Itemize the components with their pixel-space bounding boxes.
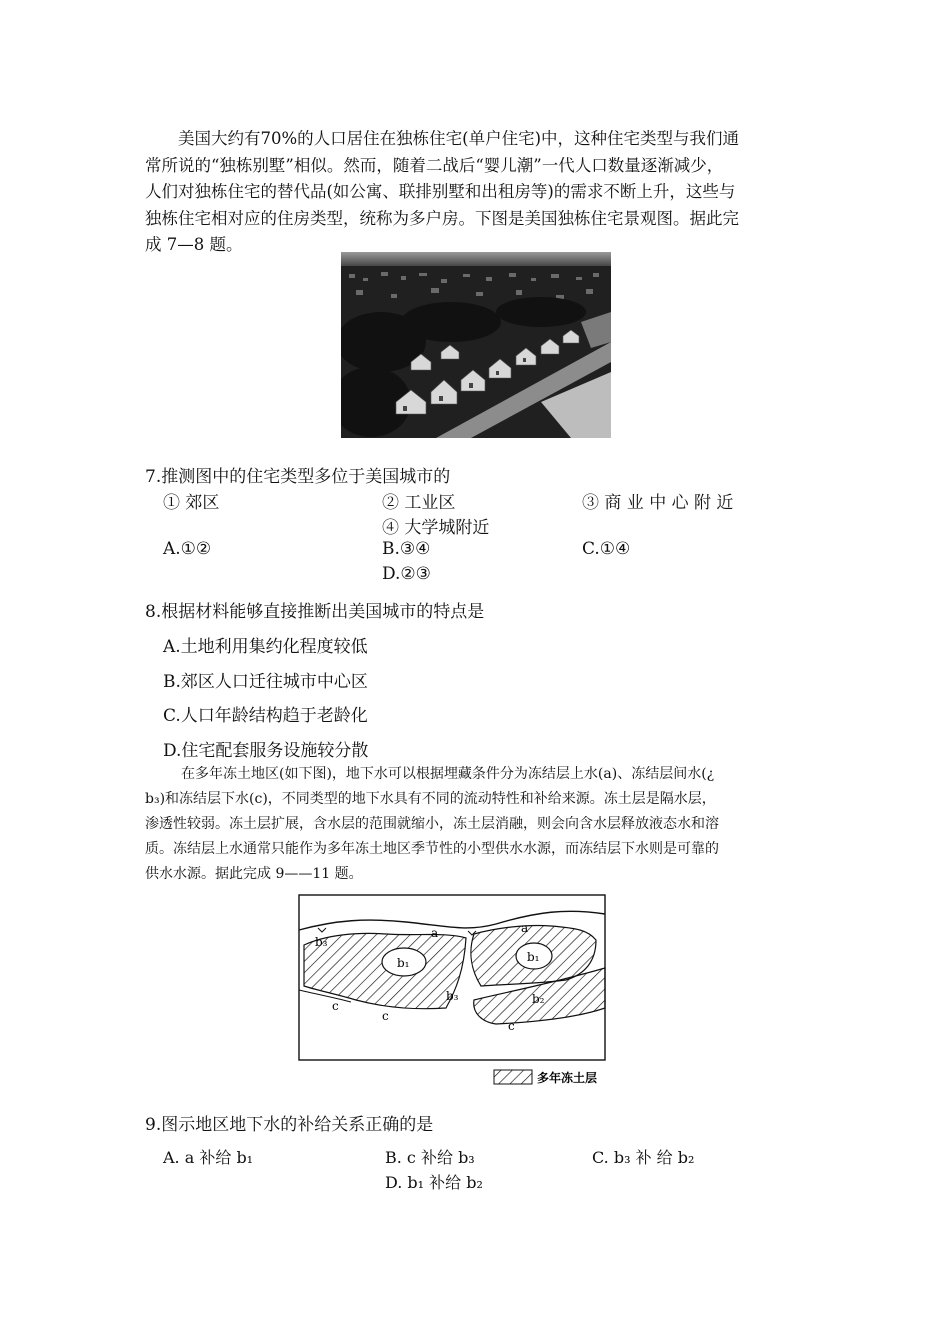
passage-line: b₃)和冻结层下水(c)，不同类型的地下水具有不同的流动特性和补给来源。冻土层是隔水层， — [145, 791, 716, 807]
passage-line: 供水水源。据此完成 9——11 题。 — [145, 866, 363, 882]
label-c-left: c — [332, 999, 339, 1013]
passage-line: 人们对独栋住宅的替代品(如公寓、联排别墅和出租房等)的需求不断上升，这些与 — [145, 182, 736, 201]
suburban-housing-photo — [341, 252, 611, 438]
label-b1-left: b₁ — [397, 956, 410, 970]
question-7-stem: 7.推测图中的住宅类型多位于美国城市的 — [145, 467, 451, 487]
passage-line: 质。冻结层上水通常只能作为多年冻土地区季节性的小型供水水源，而冻结层下水则是可靠的 — [145, 841, 719, 857]
q7-item-3: ③ 商 业 中 心 附 近 — [582, 493, 734, 513]
q7-item-1: ① 郊区 — [163, 493, 220, 513]
passage-line: 渗透性较弱。冻土层扩展，含水层的范围就缩小，冻土层消融，则会向含水层释放液态水和溶 — [145, 816, 719, 832]
q8-option-c[interactable]: C.人口年龄结构趋于老龄化 — [163, 706, 368, 726]
passage-7-8 — [145, 126, 815, 259]
label-c-right: c — [508, 1019, 515, 1033]
label-b1-right: b₁ — [527, 950, 540, 964]
q9-option-c[interactable]: C. b₃ 补 给 b₂ — [592, 1148, 695, 1167]
passage-line: 成 7—8 题。 — [145, 235, 243, 254]
passage-9-11 — [145, 762, 815, 887]
label-a-left: a — [431, 926, 439, 940]
q9-option-d[interactable]: D. b₁ 补给 b₂ — [385, 1173, 483, 1192]
q8-option-b[interactable]: B.郊区人口迁往城市中心区 — [163, 672, 368, 692]
passage-line: 常所说的“独栋别墅”相似。然而，随着二战后“婴儿潮”一代人口数量逐渐减少， — [145, 155, 724, 175]
label-b2: b₂ — [532, 992, 545, 1006]
q7-item-2: ② 工业区 — [382, 493, 456, 513]
q7-option-d[interactable]: D.②③ — [382, 564, 431, 584]
q7-item-4: ④ 大学城附近 — [382, 518, 490, 538]
legend-swatch — [494, 1070, 532, 1084]
question-9-stem: 9.图示地区地下水的补给关系正确的是 — [145, 1115, 434, 1135]
q9-option-a[interactable]: A. a 补给 b₁ — [163, 1148, 254, 1167]
q9-option-b[interactable]: B. c 补给 b₃ — [385, 1148, 475, 1167]
passage-line: 在多年冻土地区(如下图)，地下水可以根据埋藏条件分为冻结层上水(a)、冻结层间水(¿ — [181, 766, 715, 782]
passage-line: 独栋住宅相对应的住房类型，统称为多户房。下图是美国独栋住宅景观图。据此完 — [145, 208, 739, 228]
q7-option-a[interactable]: A.①② — [163, 539, 212, 559]
label-b3-mid: b₃ — [446, 989, 459, 1003]
q8-option-a[interactable]: A.土地利用集约化程度较低 — [163, 637, 368, 657]
permafrost-groundwater-diagram — [296, 890, 616, 1090]
q7-option-b[interactable]: B.③④ — [382, 539, 431, 559]
label-c-mid: c — [382, 1009, 389, 1023]
question-8-stem: 8.根据材料能够直接推断出美国城市的特点是 — [145, 602, 485, 622]
legend-label: 多年冻土层 — [537, 1071, 598, 1085]
passage-line: 美国大约有70%的人口居住在独栋住宅(单户住宅)中，这种住宅类型与我们通 — [178, 129, 740, 148]
label-a-right: a — [521, 921, 529, 935]
label-b3-top: b₃ — [315, 935, 328, 949]
q7-option-c[interactable]: C.①④ — [582, 539, 631, 559]
q8-option-d[interactable]: D.住宅配套服务设施较分散 — [163, 741, 369, 761]
